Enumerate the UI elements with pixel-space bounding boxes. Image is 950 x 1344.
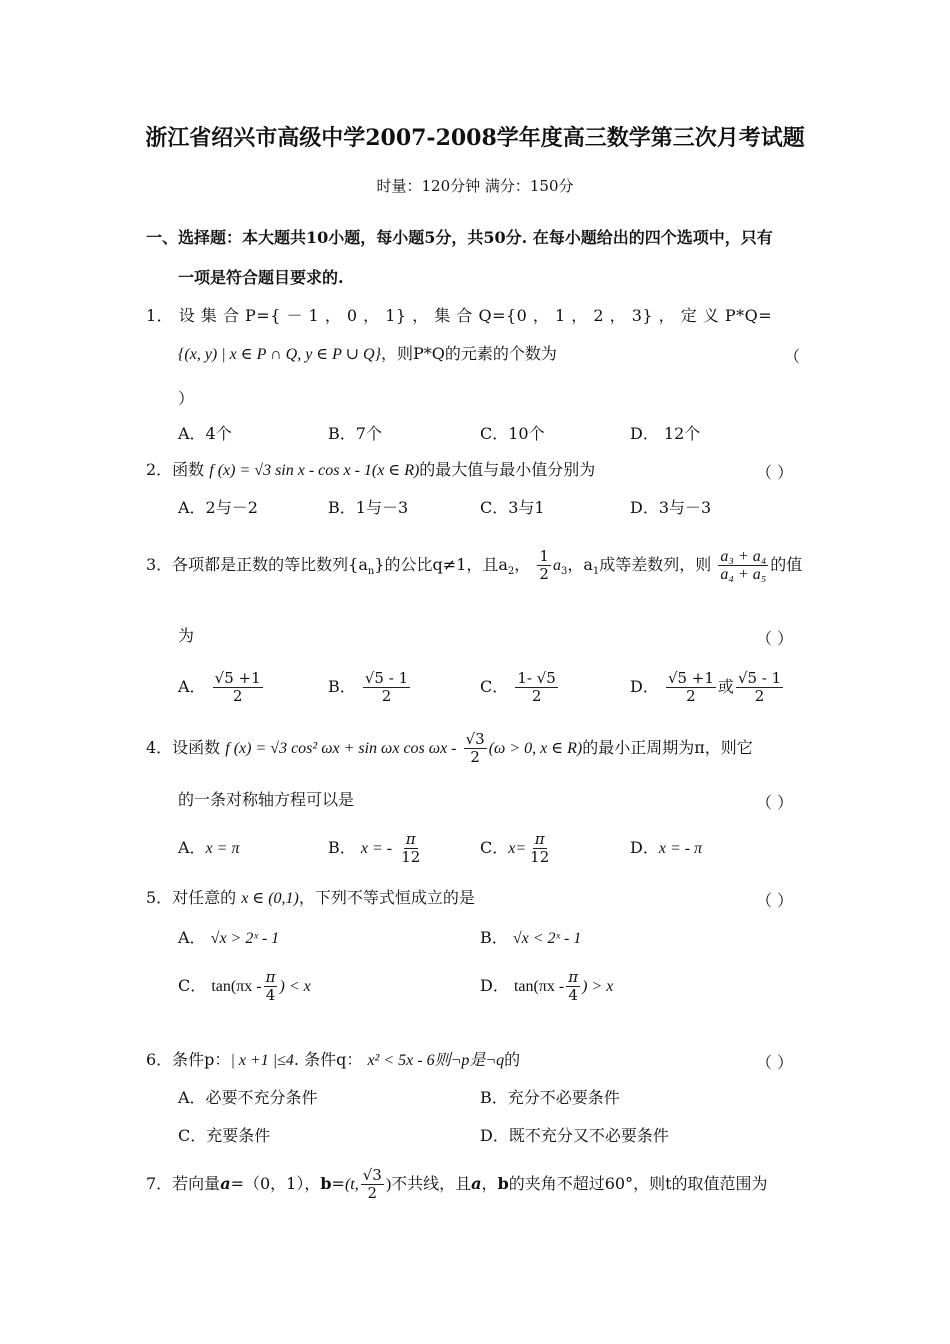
domain-expression: x ∈ (0,1) <box>241 890 299 907</box>
a3-term: a <box>552 557 561 574</box>
frac-num: π <box>534 830 545 848</box>
question-4-text <box>146 728 753 769</box>
option-expression: x = - π <box>658 840 703 857</box>
frac-den: 4 <box>568 986 578 1004</box>
or-text: 或 <box>717 677 734 696</box>
comma: ， <box>481 1174 498 1193</box>
option-a: A．必要不充分条件 <box>178 1088 318 1107</box>
section-heading: 一、选择题：本大题共10小题，每小题5分，共50分. 在每小题给出的四个选项中，只有 <box>146 228 773 247</box>
option-a <box>178 838 239 859</box>
frac-num: π <box>405 830 416 848</box>
exam-info: 时量：120分钟 满分：150分 <box>376 177 574 195</box>
frac-den: 2 <box>367 1184 378 1202</box>
question-5-label: 5．对任意的 <box>146 888 237 907</box>
option-fraction-1 <box>666 670 716 705</box>
condition-q: x² < 5x - 6则¬p是¬q <box>367 1052 505 1069</box>
option-d <box>480 966 613 1007</box>
ratio-fraction <box>718 548 768 583</box>
option-label: A． <box>178 928 206 947</box>
option-a <box>178 928 279 949</box>
question-1-line2 <box>178 344 557 365</box>
vector-b-fraction <box>361 1167 384 1202</box>
option-expression: √x > 2ˣ - 1 <box>210 930 280 947</box>
page-title: 浙江省绍兴市高级中学2007-2008学年度高三数学第三次月考试题 <box>145 125 805 151</box>
frac-den: 2 <box>232 687 243 705</box>
vector-a: a <box>471 1174 482 1193</box>
option-expression-tail: ) > x <box>582 978 614 995</box>
question-2-tail: 的最大值与最小值分别为 <box>419 460 596 479</box>
question-2-label: 2．函数 <box>146 460 205 479</box>
option-expression: tan(πx - <box>513 978 565 995</box>
frac-den: 4 <box>265 986 276 1004</box>
option-c <box>480 668 560 706</box>
option-label: B． <box>480 928 508 947</box>
answer-paren-close: ） <box>178 389 195 408</box>
option-label: A． <box>178 677 206 696</box>
q3-text-5: 的值 <box>770 555 803 574</box>
q3-text-3: ，a <box>567 555 593 574</box>
question-7-text-2: 的夹角不超过60°，则t的取值范围为 <box>508 1174 768 1193</box>
option-d: D．既不充分又不必要条件 <box>480 1126 669 1145</box>
frac-num: π <box>568 968 579 986</box>
option-c: C．充要条件 <box>178 1126 271 1145</box>
question-7-label: 7．若向量 <box>146 1174 221 1193</box>
frac-den: 2 <box>531 687 542 705</box>
sqrt3-half <box>464 731 487 766</box>
answer-paren: （ ） <box>756 793 794 812</box>
question-7-text <box>146 1164 768 1205</box>
option-d <box>630 838 702 859</box>
option-label: C． <box>480 677 509 696</box>
frac-den: 12 <box>401 848 421 866</box>
function-expression: f (x) = √3 sin x - cos x - 1(x ∈ R) <box>209 462 420 479</box>
option-c: C．3与1 <box>480 498 545 517</box>
question-4-tail: 的最小正周期为π，则它 <box>582 738 753 757</box>
q3-text-2: }的公比q≠1，且a <box>374 555 508 574</box>
q3-text-1: 3．各项都是正数的等比数列{a <box>146 555 368 574</box>
question-5-tail: ，下列不等式恒成立的是 <box>298 888 475 907</box>
answer-paren-open: （ <box>784 347 801 366</box>
option-c: C．10个 <box>480 424 545 443</box>
frac-den: 2 <box>381 687 392 705</box>
half-den: 2 <box>539 565 549 583</box>
option-fraction-2 <box>736 670 783 705</box>
question-1-tail: ，则P*Q的元素的个数为 <box>380 344 557 363</box>
question-2-text <box>146 460 595 481</box>
frac-num: √5 - 1 <box>364 669 409 687</box>
a3-sub: 3 <box>560 566 568 578</box>
question-6-label: 6．条件p： <box>146 1050 231 1069</box>
option-d: D． 12个 <box>630 424 701 443</box>
option-label: A． <box>178 838 206 857</box>
option-fraction <box>528 831 551 866</box>
question-7-text-1: 不共线，且 <box>391 1174 472 1193</box>
option-b: B．7个 <box>328 424 382 443</box>
question-3-line2: 为 <box>178 626 195 645</box>
option-b <box>328 828 424 869</box>
answer-paren: （ ） <box>756 891 794 910</box>
option-fraction <box>515 670 557 705</box>
half-num: 1 <box>539 547 549 565</box>
question-6-text <box>146 1050 520 1071</box>
frac-num: √5 +1 <box>667 669 714 687</box>
option-b <box>328 668 412 706</box>
question-5-text <box>146 888 475 909</box>
frac-den: 2 <box>470 748 480 766</box>
vector-b: b <box>497 1174 509 1193</box>
frac-num: π <box>265 968 276 986</box>
option-fraction <box>363 670 410 705</box>
option-label: B． <box>328 677 356 696</box>
vector-b-close: ) <box>385 1176 392 1193</box>
option-b: B．充分不必要条件 <box>480 1088 620 1107</box>
frac-num: √5 +1 <box>214 669 261 687</box>
q3-text-4: 成等差数列，则 <box>599 555 712 574</box>
option-d: D．3与－3 <box>630 498 712 517</box>
option-fraction <box>566 969 580 1004</box>
vector-b: b <box>320 1174 332 1193</box>
option-label: C． <box>480 838 509 857</box>
option-c <box>480 828 553 869</box>
frac-num: √5 - 1 <box>737 669 782 687</box>
option-fraction <box>213 670 263 705</box>
option-b <box>480 928 581 949</box>
condition-p: | x +1 |≤4 <box>230 1052 294 1069</box>
option-expression: x= <box>508 840 527 857</box>
ratio-den: a₄ + a₅ <box>720 566 767 583</box>
answer-paren: （ ） <box>756 1053 794 1072</box>
equals: = <box>331 1174 345 1193</box>
ratio-num: a₃ + a₄ <box>720 548 767 565</box>
question-4-line2: 的一条对称轴方程可以是 <box>178 790 355 809</box>
vector-b-open: (t, <box>344 1176 359 1193</box>
option-label: D． <box>480 976 509 995</box>
option-a: A．4个 <box>178 424 232 443</box>
option-label: D． <box>630 838 659 857</box>
half-fraction <box>537 548 551 583</box>
vector-a-value: =（0，1）， <box>230 1174 321 1193</box>
frac-num: √3 <box>465 730 485 748</box>
function-expression: f (x) = √3 cos² ωx + sin ωx cos ωx - <box>225 740 457 757</box>
q3-sep: ， <box>514 555 531 574</box>
section-heading-cont: 一项是符合题目要求的. <box>178 268 344 287</box>
option-a: A．2与－2 <box>178 498 258 517</box>
option-expression: x = π <box>205 840 240 857</box>
option-b: B．1与－3 <box>328 498 409 517</box>
frac-den: 2 <box>686 687 696 705</box>
option-d <box>630 668 785 706</box>
vector-a: a <box>220 1174 231 1193</box>
question-6-mid: . 条件q： <box>293 1050 363 1069</box>
option-label: D． <box>630 677 659 696</box>
question-3-text <box>146 548 802 586</box>
set-definition: {(x, y) | x ∈ P ∩ Q, y ∈ P ∪ Q} <box>178 346 381 363</box>
option-fraction <box>264 969 278 1004</box>
option-label: B． <box>328 838 356 857</box>
frac-num: 1- √5 <box>517 669 556 687</box>
answer-paren: （ ） <box>756 463 794 482</box>
frac-den: 2 <box>754 687 765 705</box>
q3-sub-2: 2 <box>507 566 515 578</box>
answer-paren: （ ） <box>756 629 794 648</box>
option-expression-tail: ) < x <box>279 978 311 995</box>
question-6-tail: 的 <box>504 1050 521 1069</box>
question-4-label: 4．设函数 <box>146 738 221 757</box>
condition: (ω > 0, x ∈ R) <box>488 740 583 757</box>
option-c <box>178 966 311 1007</box>
frac-den: 12 <box>530 848 550 866</box>
q3-sub-n: n <box>367 566 375 578</box>
option-fraction <box>399 831 422 866</box>
option-label: C． <box>178 976 207 995</box>
option-expression: x = - <box>360 840 393 857</box>
option-expression: tan(πx - <box>211 978 262 995</box>
q3-sub-1: 1 <box>592 566 600 578</box>
option-expression: √x < 2ˣ - 1 <box>512 930 582 947</box>
option-a <box>178 668 265 706</box>
frac-num: √3 <box>362 1166 382 1184</box>
question-1-text: 1． 设 集 合 P={ － 1 ， 0 ， 1} ， 集 合 Q={0 ， 1 ， 2 ， 3} ， 定 义 P*Q= <box>146 306 773 325</box>
